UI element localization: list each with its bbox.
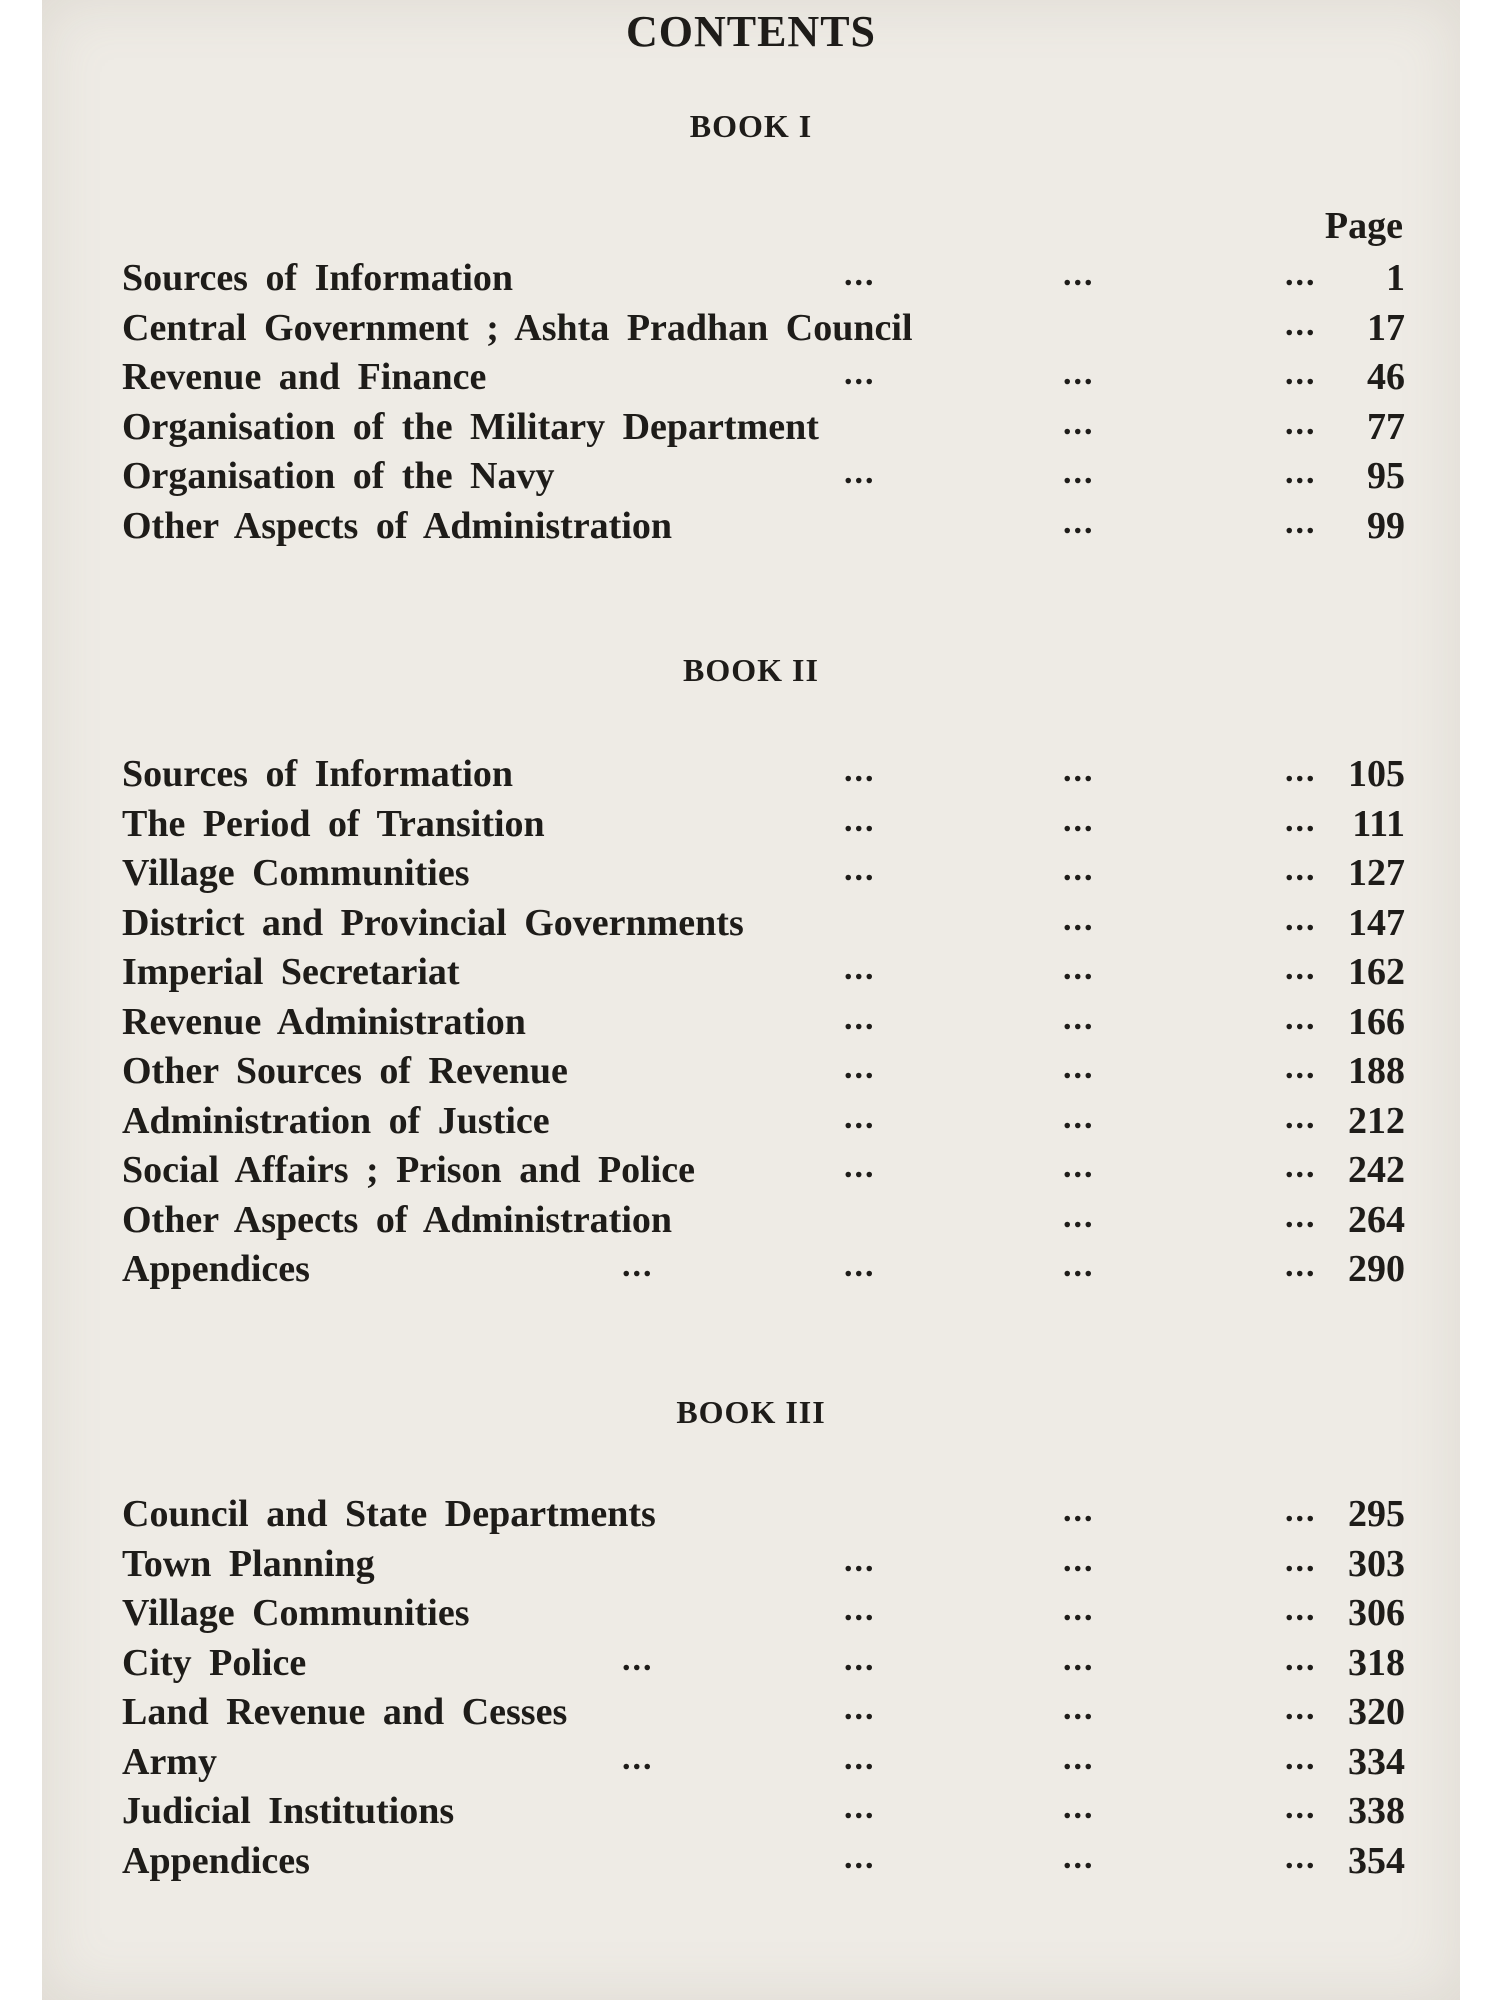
toc-entry-page: 105 <box>1348 753 1405 795</box>
dot-leader: ... <box>1285 1690 1317 1727</box>
toc-entry-page: 17 <box>1367 306 1405 349</box>
toc-entry <box>122 1492 1405 1542</box>
toc-entry-title: Village Communities <box>122 1592 470 1634</box>
toc-entry-title: Judicial Institutions <box>122 1790 455 1832</box>
toc-entry-title: Revenue Administration <box>122 1000 526 1043</box>
toc-entry <box>122 1542 1405 1592</box>
toc-entry-title: City Police <box>122 1641 307 1684</box>
toc-entry-title: District and Provincial Governments <box>122 901 744 944</box>
toc-entry <box>122 1591 1405 1641</box>
toc-entry-title: Other Aspects of Administration <box>122 504 673 547</box>
book-2-heading: BOOK II <box>683 652 819 688</box>
book-1-contents <box>122 256 1405 553</box>
dot-leader: ... <box>1285 1838 1317 1876</box>
toc-entry <box>122 256 1405 306</box>
dot-leader: ... <box>1063 1789 1095 1826</box>
toc-entry <box>122 1690 1405 1740</box>
toc-entry-page: 334 <box>1348 1740 1405 1783</box>
toc-entry <box>122 1148 1405 1198</box>
dot-leader: ... <box>844 999 876 1037</box>
toc-entry-title: Council and State Departments <box>122 1493 656 1535</box>
dot-leader: ... <box>844 1690 876 1727</box>
dot-leader: ... <box>1285 305 1317 343</box>
toc-entry <box>122 1049 1405 1099</box>
toc-entry <box>122 901 1405 951</box>
toc-entry <box>122 1198 1405 1248</box>
toc-entry-page: 1 <box>1386 257 1405 299</box>
toc-entry <box>122 355 1405 405</box>
toc-entry-title: Revenue and Finance <box>122 356 487 398</box>
toc-entry-page: 318 <box>1348 1641 1405 1684</box>
dot-leader: ... <box>1063 1739 1095 1777</box>
toc-entry <box>122 1000 1405 1050</box>
dot-leader: ... <box>622 1739 654 1777</box>
toc-entry-page: 264 <box>1348 1198 1405 1241</box>
toc-entry-page: 354 <box>1348 1839 1405 1882</box>
toc-entry-title: Land Revenue and Cesses <box>122 1691 568 1733</box>
book-page <box>42 0 1460 2000</box>
dot-leader: ... <box>1063 1640 1095 1678</box>
dot-leader: ... <box>1063 503 1095 541</box>
book-3-heading: BOOK III <box>676 1394 826 1430</box>
toc-entry-title: Village Communities <box>122 852 470 894</box>
dot-leader: ... <box>1063 355 1095 392</box>
dot-leader: ... <box>1285 851 1317 888</box>
dot-leader: ... <box>844 752 876 789</box>
dot-leader: ... <box>1285 950 1317 987</box>
dot-leader: ... <box>844 1591 876 1628</box>
dot-leader: ... <box>1063 1247 1095 1284</box>
toc-entry-page: 99 <box>1367 504 1405 547</box>
toc-entry-title: Imperial Secretariat <box>122 951 460 993</box>
book-2-contents <box>122 752 1405 1297</box>
toc-entry-page: 338 <box>1348 1790 1405 1832</box>
toc-entry-title: Town Planning <box>122 1542 375 1585</box>
dot-leader: ... <box>1063 851 1095 888</box>
toc-entry <box>122 306 1405 356</box>
toc-entry <box>122 1839 1405 1889</box>
toc-entry-title: Organisation of the Navy <box>122 455 555 497</box>
contents-title: CONTENTS <box>625 7 877 56</box>
dot-leader: ... <box>1285 999 1317 1037</box>
dot-leader: ... <box>1285 454 1317 491</box>
toc-entry <box>122 950 1405 1000</box>
dot-leader: ... <box>1063 1492 1095 1529</box>
dot-leader: ... <box>844 256 876 293</box>
dot-leader: ... <box>622 1247 654 1284</box>
dot-leader: ... <box>844 1739 876 1777</box>
toc-entry <box>122 1789 1405 1839</box>
dot-leader: ... <box>844 801 876 839</box>
dot-leader: ... <box>1285 900 1317 938</box>
dot-leader: ... <box>1285 1148 1317 1185</box>
dot-leader: ... <box>1063 801 1095 839</box>
toc-entry-page: 162 <box>1348 951 1405 993</box>
toc-entry-title: Social Affairs ; Prison and Police <box>122 1149 696 1191</box>
dot-leader: ... <box>1063 1690 1095 1727</box>
toc-entry <box>122 802 1405 852</box>
toc-entry-title: Other Aspects of Administration <box>122 1198 673 1241</box>
toc-entry-title: Administration of Justice <box>122 1099 550 1142</box>
toc-entry <box>122 851 1405 901</box>
toc-entry-page: 290 <box>1348 1248 1405 1290</box>
dot-leader: ... <box>1063 1197 1095 1235</box>
dot-leader: ... <box>1285 1247 1317 1284</box>
dot-leader: ... <box>1285 801 1317 839</box>
dot-leader: ... <box>1285 355 1317 392</box>
dot-leader: ... <box>1285 1492 1317 1529</box>
toc-entry-page: 306 <box>1348 1592 1405 1634</box>
dot-leader: ... <box>1063 900 1095 938</box>
dot-leader: ... <box>1063 752 1095 789</box>
book-3-contents <box>122 1492 1405 1888</box>
toc-entry-page: 212 <box>1348 1099 1405 1142</box>
dot-leader: ... <box>1285 1789 1317 1826</box>
book-1-heading: BOOK I <box>689 108 813 144</box>
toc-entry <box>122 1099 1405 1149</box>
dot-leader: ... <box>844 1049 876 1086</box>
dot-leader: ... <box>1063 454 1095 491</box>
toc-entry <box>122 1740 1405 1790</box>
toc-entry-title: Other Sources of Revenue <box>122 1050 568 1092</box>
toc-entry-title: Sources of Information <box>122 753 514 795</box>
dot-leader: ... <box>1063 999 1095 1037</box>
dot-leader: ... <box>1285 1591 1317 1628</box>
toc-entry-page: 188 <box>1348 1050 1405 1092</box>
toc-entry-page: 303 <box>1348 1542 1405 1585</box>
toc-entry-page: 46 <box>1367 356 1405 398</box>
dot-leader: ... <box>1285 1098 1317 1136</box>
dot-leader: ... <box>622 1640 654 1678</box>
toc-entry-page: 127 <box>1348 852 1405 894</box>
toc-entry-page: 320 <box>1348 1691 1405 1733</box>
toc-entry-page: 95 <box>1367 455 1405 497</box>
toc-entry <box>122 504 1405 554</box>
toc-entry-title: Sources of Information <box>122 257 514 299</box>
toc-entry-title: Appendices <box>122 1839 310 1882</box>
dot-leader: ... <box>1063 1838 1095 1876</box>
dot-leader: ... <box>1285 1197 1317 1235</box>
toc-entry-title: The Period of Transition <box>122 802 545 845</box>
dot-leader: ... <box>1285 503 1317 541</box>
toc-entry-page: 242 <box>1348 1149 1405 1191</box>
dot-leader: ... <box>1285 752 1317 789</box>
toc-entry-page: 147 <box>1348 901 1405 944</box>
toc-entry <box>122 1247 1405 1297</box>
toc-entry-title: Army <box>122 1740 217 1783</box>
dot-leader: ... <box>1285 404 1317 442</box>
dot-leader: ... <box>844 454 876 491</box>
toc-entry-title: Appendices <box>122 1248 310 1290</box>
dot-leader: ... <box>1285 256 1317 293</box>
toc-entry <box>122 752 1405 802</box>
dot-leader: ... <box>1063 1098 1095 1136</box>
dot-leader: ... <box>1285 1739 1317 1777</box>
dot-leader: ... <box>844 851 876 888</box>
dot-leader: ... <box>1063 950 1095 987</box>
dot-leader: ... <box>1285 1640 1317 1678</box>
toc-entry-title: Organisation of the Military Department <box>122 405 819 448</box>
dot-leader: ... <box>1063 1049 1095 1086</box>
dot-leader: ... <box>1063 256 1095 293</box>
toc-entry <box>122 454 1405 504</box>
dot-leader: ... <box>844 1789 876 1826</box>
dot-leader: ... <box>1063 1541 1095 1579</box>
toc-entry-title: Central Government ; Ashta Pradhan Council <box>122 306 913 349</box>
dot-leader: ... <box>1063 1591 1095 1628</box>
toc-entry-page: 77 <box>1367 405 1405 448</box>
toc-entry <box>122 1641 1405 1691</box>
dot-leader: ... <box>1063 1148 1095 1185</box>
dot-leader: ... <box>844 1640 876 1678</box>
toc-entry <box>122 405 1405 455</box>
dot-leader: ... <box>1285 1541 1317 1579</box>
dot-leader: ... <box>844 950 876 987</box>
dot-leader: ... <box>844 1247 876 1284</box>
toc-entry-page: 166 <box>1348 1000 1405 1043</box>
dot-leader: ... <box>1063 404 1095 442</box>
page-column-label: Page <box>1324 205 1403 247</box>
dot-leader: ... <box>844 1838 876 1876</box>
toc-entry-page: 295 <box>1348 1493 1405 1535</box>
dot-leader: ... <box>1285 1049 1317 1086</box>
dot-leader: ... <box>844 355 876 392</box>
dot-leader: ... <box>844 1098 876 1136</box>
dot-leader: ... <box>844 1148 876 1185</box>
toc-entry-page: 111 <box>1352 802 1405 845</box>
dot-leader: ... <box>844 1541 876 1579</box>
